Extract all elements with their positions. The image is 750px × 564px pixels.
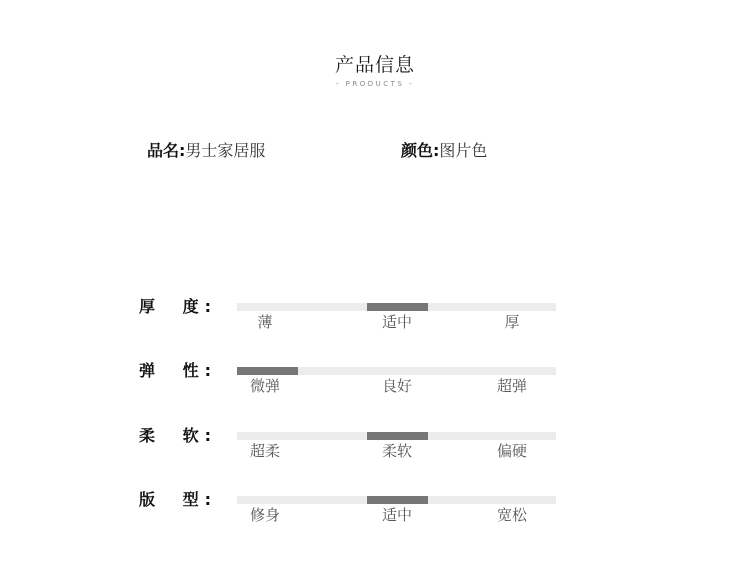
attribute-label-colon: :: [204, 361, 211, 380]
attribute-fit: [0, 489, 750, 533]
scale-tick-high: 宽松: [496, 506, 527, 524]
attribute-label-colon: :: [204, 426, 211, 445]
level-marker: [367, 496, 428, 504]
scale-tick-low: 超柔: [249, 442, 280, 460]
scale-tick-high: 偏硬: [496, 442, 527, 460]
attribute-label-char: 版: [139, 490, 156, 509]
attribute-label-tail: [183, 425, 211, 447]
attribute-label-char: 弹: [139, 361, 156, 380]
attribute-label-char: 度: [182, 297, 199, 316]
attribute-label: [139, 425, 211, 447]
product-color-value: 图片色: [439, 141, 488, 160]
level-track: [237, 367, 556, 375]
level-marker: [367, 303, 428, 311]
attribute-label-char: 厚: [139, 297, 156, 316]
attribute-label-tail: [183, 296, 211, 318]
level-marker: [237, 367, 298, 375]
attribute-label-tail: [183, 360, 211, 382]
attribute-label: [139, 296, 211, 318]
attribute-label-char: 型: [182, 490, 199, 509]
attribute-label: [139, 360, 211, 382]
level-marker: [367, 432, 428, 440]
attribute-softness: [0, 425, 750, 469]
product-name-label: 品名:: [147, 141, 186, 160]
attribute-label-colon: :: [204, 490, 211, 509]
page-title: 产品信息: [334, 54, 415, 76]
attribute-label-tail: [183, 489, 211, 511]
product-info-header: [0, 52, 750, 89]
attribute-label-char: 柔: [139, 426, 156, 445]
scale-tick-low: 修身: [249, 506, 280, 524]
attribute-label-colon: :: [204, 297, 211, 316]
scale-tick-high: 厚: [504, 313, 520, 331]
attribute-elasticity: [0, 360, 750, 404]
level-track: [237, 303, 556, 311]
attribute-thickness: [0, 296, 750, 340]
scale-tick-mid: 良好: [381, 377, 412, 395]
scale-tick-low: 薄: [257, 313, 273, 331]
attribute-label: [139, 489, 211, 511]
product-color-row: [401, 140, 487, 162]
product-color-label: 颜色:: [401, 141, 440, 160]
scale-tick-low: 微弹: [249, 377, 280, 395]
scale-tick-high: 超弹: [496, 377, 527, 395]
scale-tick-mid: 柔软: [381, 442, 412, 460]
level-track: [237, 496, 556, 504]
attribute-label-char: 性: [182, 361, 199, 380]
page-subtitle: - PRODUCTS -: [335, 80, 415, 88]
attribute-label-char: 软: [182, 426, 199, 445]
product-name-row: [147, 140, 265, 162]
scale-tick-mid: 适中: [381, 313, 412, 331]
scale-tick-mid: 适中: [381, 506, 412, 524]
product-name-value: 男士家居服: [185, 141, 266, 160]
level-track: [237, 432, 556, 440]
